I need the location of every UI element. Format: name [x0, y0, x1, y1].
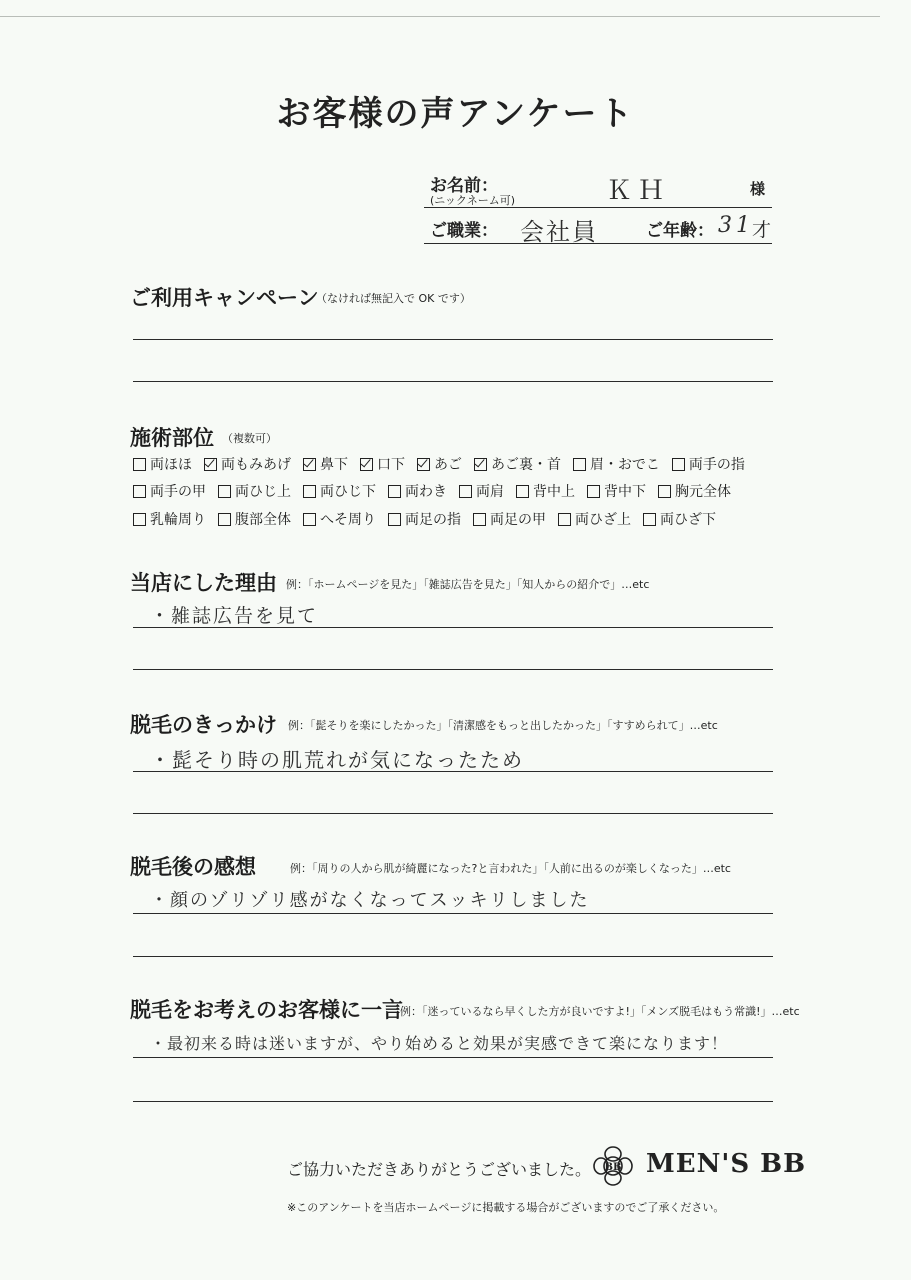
publication-note: ※このアンケートを当店ホームページに掲載する場合がございますのでご了承ください。 — [287, 1201, 725, 1214]
age-value: 31 — [718, 213, 754, 238]
brand-name: MEN'S BB — [646, 1149, 807, 1179]
reason-heading: 当店にした理由 — [130, 571, 277, 595]
checkbox-item[interactable]: 両もみあげ — [204, 454, 291, 474]
reason-line-1 — [133, 627, 773, 628]
checkbox-item[interactable]: 両ひざ下 — [643, 509, 716, 529]
job-value: 会社員 — [520, 218, 598, 246]
reason-note: 例：「ホームページを見た」「雑誌広告を見た」「知人からの紹介で」…etc — [286, 578, 650, 591]
checkbox-item[interactable]: 両手の甲 — [133, 481, 206, 501]
checkbox[interactable] — [303, 513, 316, 526]
campaign-line-1 — [133, 339, 773, 340]
checkbox-item[interactable]: 口下 — [360, 454, 405, 474]
checkbox[interactable] — [573, 458, 586, 471]
impression-answer: ・顔のゾリゾリ感がなくなってスッキリしました — [150, 890, 590, 911]
checkbox-item[interactable]: 両足の甲 — [473, 509, 546, 529]
checkbox-item[interactable]: 背中上 — [516, 481, 575, 501]
job-label: ご職業： — [430, 221, 498, 241]
name-label: お名前： — [430, 176, 498, 196]
reason-answer: ・雑誌広告を見て — [150, 605, 319, 627]
checkbox-checked[interactable] — [417, 458, 430, 471]
age-label: ご年齢： — [646, 221, 714, 241]
checkbox-item[interactable]: 鼻下 — [303, 454, 348, 474]
checkbox-item[interactable]: 両肩 — [459, 481, 504, 501]
treatment-row-2 — [133, 481, 793, 501]
message-line-2 — [133, 1101, 773, 1102]
checkbox-item[interactable]: 両手の指 — [672, 454, 745, 474]
checkbox-checked[interactable] — [204, 458, 217, 471]
checkbox-item[interactable]: あご — [417, 454, 462, 474]
job-underline — [424, 243, 772, 244]
checkbox-item[interactable]: 両ひじ上 — [218, 481, 291, 501]
checkbox[interactable] — [133, 513, 146, 526]
checkbox-item[interactable]: へそ周り — [303, 509, 376, 529]
reason-line-2 — [133, 669, 773, 670]
name-sub-label: (ニックネーム可) — [430, 194, 516, 207]
message-heading: 脱毛をお考えのお客様に一言 — [130, 998, 403, 1022]
checkbox[interactable] — [388, 485, 401, 498]
checkbox[interactable] — [459, 485, 472, 498]
impression-note: 例：「周りの人から肌が綺麗になった?と言われた」「人前に出るのが楽しくなった」…etc — [290, 862, 731, 875]
checkbox[interactable] — [473, 513, 486, 526]
checkbox[interactable] — [303, 485, 316, 498]
age-unit: 才 — [752, 219, 772, 241]
treatment-note: （複数可） — [222, 432, 277, 445]
treatment-row-3 — [133, 509, 793, 529]
checkbox[interactable] — [133, 458, 146, 471]
checkbox-item[interactable]: 背中下 — [587, 481, 646, 501]
checkbox[interactable] — [658, 485, 671, 498]
honorific: 様 — [750, 180, 766, 198]
checkbox-checked[interactable] — [474, 458, 487, 471]
impression-line-1 — [133, 913, 773, 914]
checkbox[interactable] — [388, 513, 401, 526]
message-line-1 — [133, 1057, 773, 1058]
checkbox[interactable] — [218, 485, 231, 498]
page-title: お客様の声アンケート — [276, 94, 635, 134]
campaign-line-2 — [133, 381, 773, 382]
name-underline — [424, 207, 772, 208]
svg-text:BB: BB — [604, 1162, 622, 1173]
checkbox-item[interactable]: 両わき — [388, 481, 447, 501]
trigger-answer: ・髭そり時の肌荒れが気になったため — [150, 748, 524, 772]
campaign-note: （なければ無記入で OK です） — [316, 292, 471, 305]
message-note: 例：「迷っているなら早くした方が良いですよ!」「メンズ脱毛はもう常識!」…etc — [400, 1005, 800, 1018]
trigger-line-2 — [133, 813, 773, 814]
checkbox-item[interactable]: 眉・おでこ — [573, 454, 660, 474]
checkbox[interactable] — [516, 485, 529, 498]
checkbox-checked[interactable] — [303, 458, 316, 471]
campaign-heading: ご利用キャンペーン — [130, 286, 319, 310]
name-value: ＫＨ — [606, 176, 671, 206]
impression-line-2 — [133, 956, 773, 957]
checkbox-item[interactable]: 乳輪周り — [133, 509, 206, 529]
impression-heading: 脱毛後の感想 — [130, 855, 256, 879]
checkbox[interactable] — [558, 513, 571, 526]
checkbox-item[interactable]: 両ひじ下 — [303, 481, 376, 501]
checkbox[interactable] — [218, 513, 231, 526]
checkbox-item[interactable]: あご裏・首 — [474, 454, 561, 474]
brand-logo-icon — [590, 1143, 636, 1189]
checkbox-checked[interactable] — [360, 458, 373, 471]
scan-top-edge — [0, 16, 880, 17]
trigger-note: 例：「髭そりを楽にしたかった」「清潔感をもっと出したかった」「すすめられて」…etc — [288, 719, 718, 732]
thanks-text: ご協力いただきありがとうございました。 — [287, 1160, 592, 1179]
checkbox-item[interactable]: 腹部全体 — [218, 509, 291, 529]
checkbox[interactable] — [587, 485, 600, 498]
treatment-row-1 — [133, 454, 793, 474]
trigger-line-1 — [133, 771, 773, 772]
checkbox-item[interactable]: 胸元全体 — [658, 481, 731, 501]
checkbox[interactable] — [672, 458, 685, 471]
trigger-heading: 脱毛のきっかけ — [130, 713, 277, 737]
checkbox-item[interactable]: 両足の指 — [388, 509, 461, 529]
checkbox[interactable] — [133, 485, 146, 498]
checkbox-item[interactable]: 両ひざ上 — [558, 509, 631, 529]
checkbox[interactable] — [643, 513, 656, 526]
treatment-heading: 施術部位 — [130, 426, 214, 450]
message-answer: ・最初来る時は迷いますが、やり始めると効果が実感できて楽になります！ — [150, 1034, 729, 1053]
checkbox-item[interactable]: 両ほほ — [133, 454, 192, 474]
